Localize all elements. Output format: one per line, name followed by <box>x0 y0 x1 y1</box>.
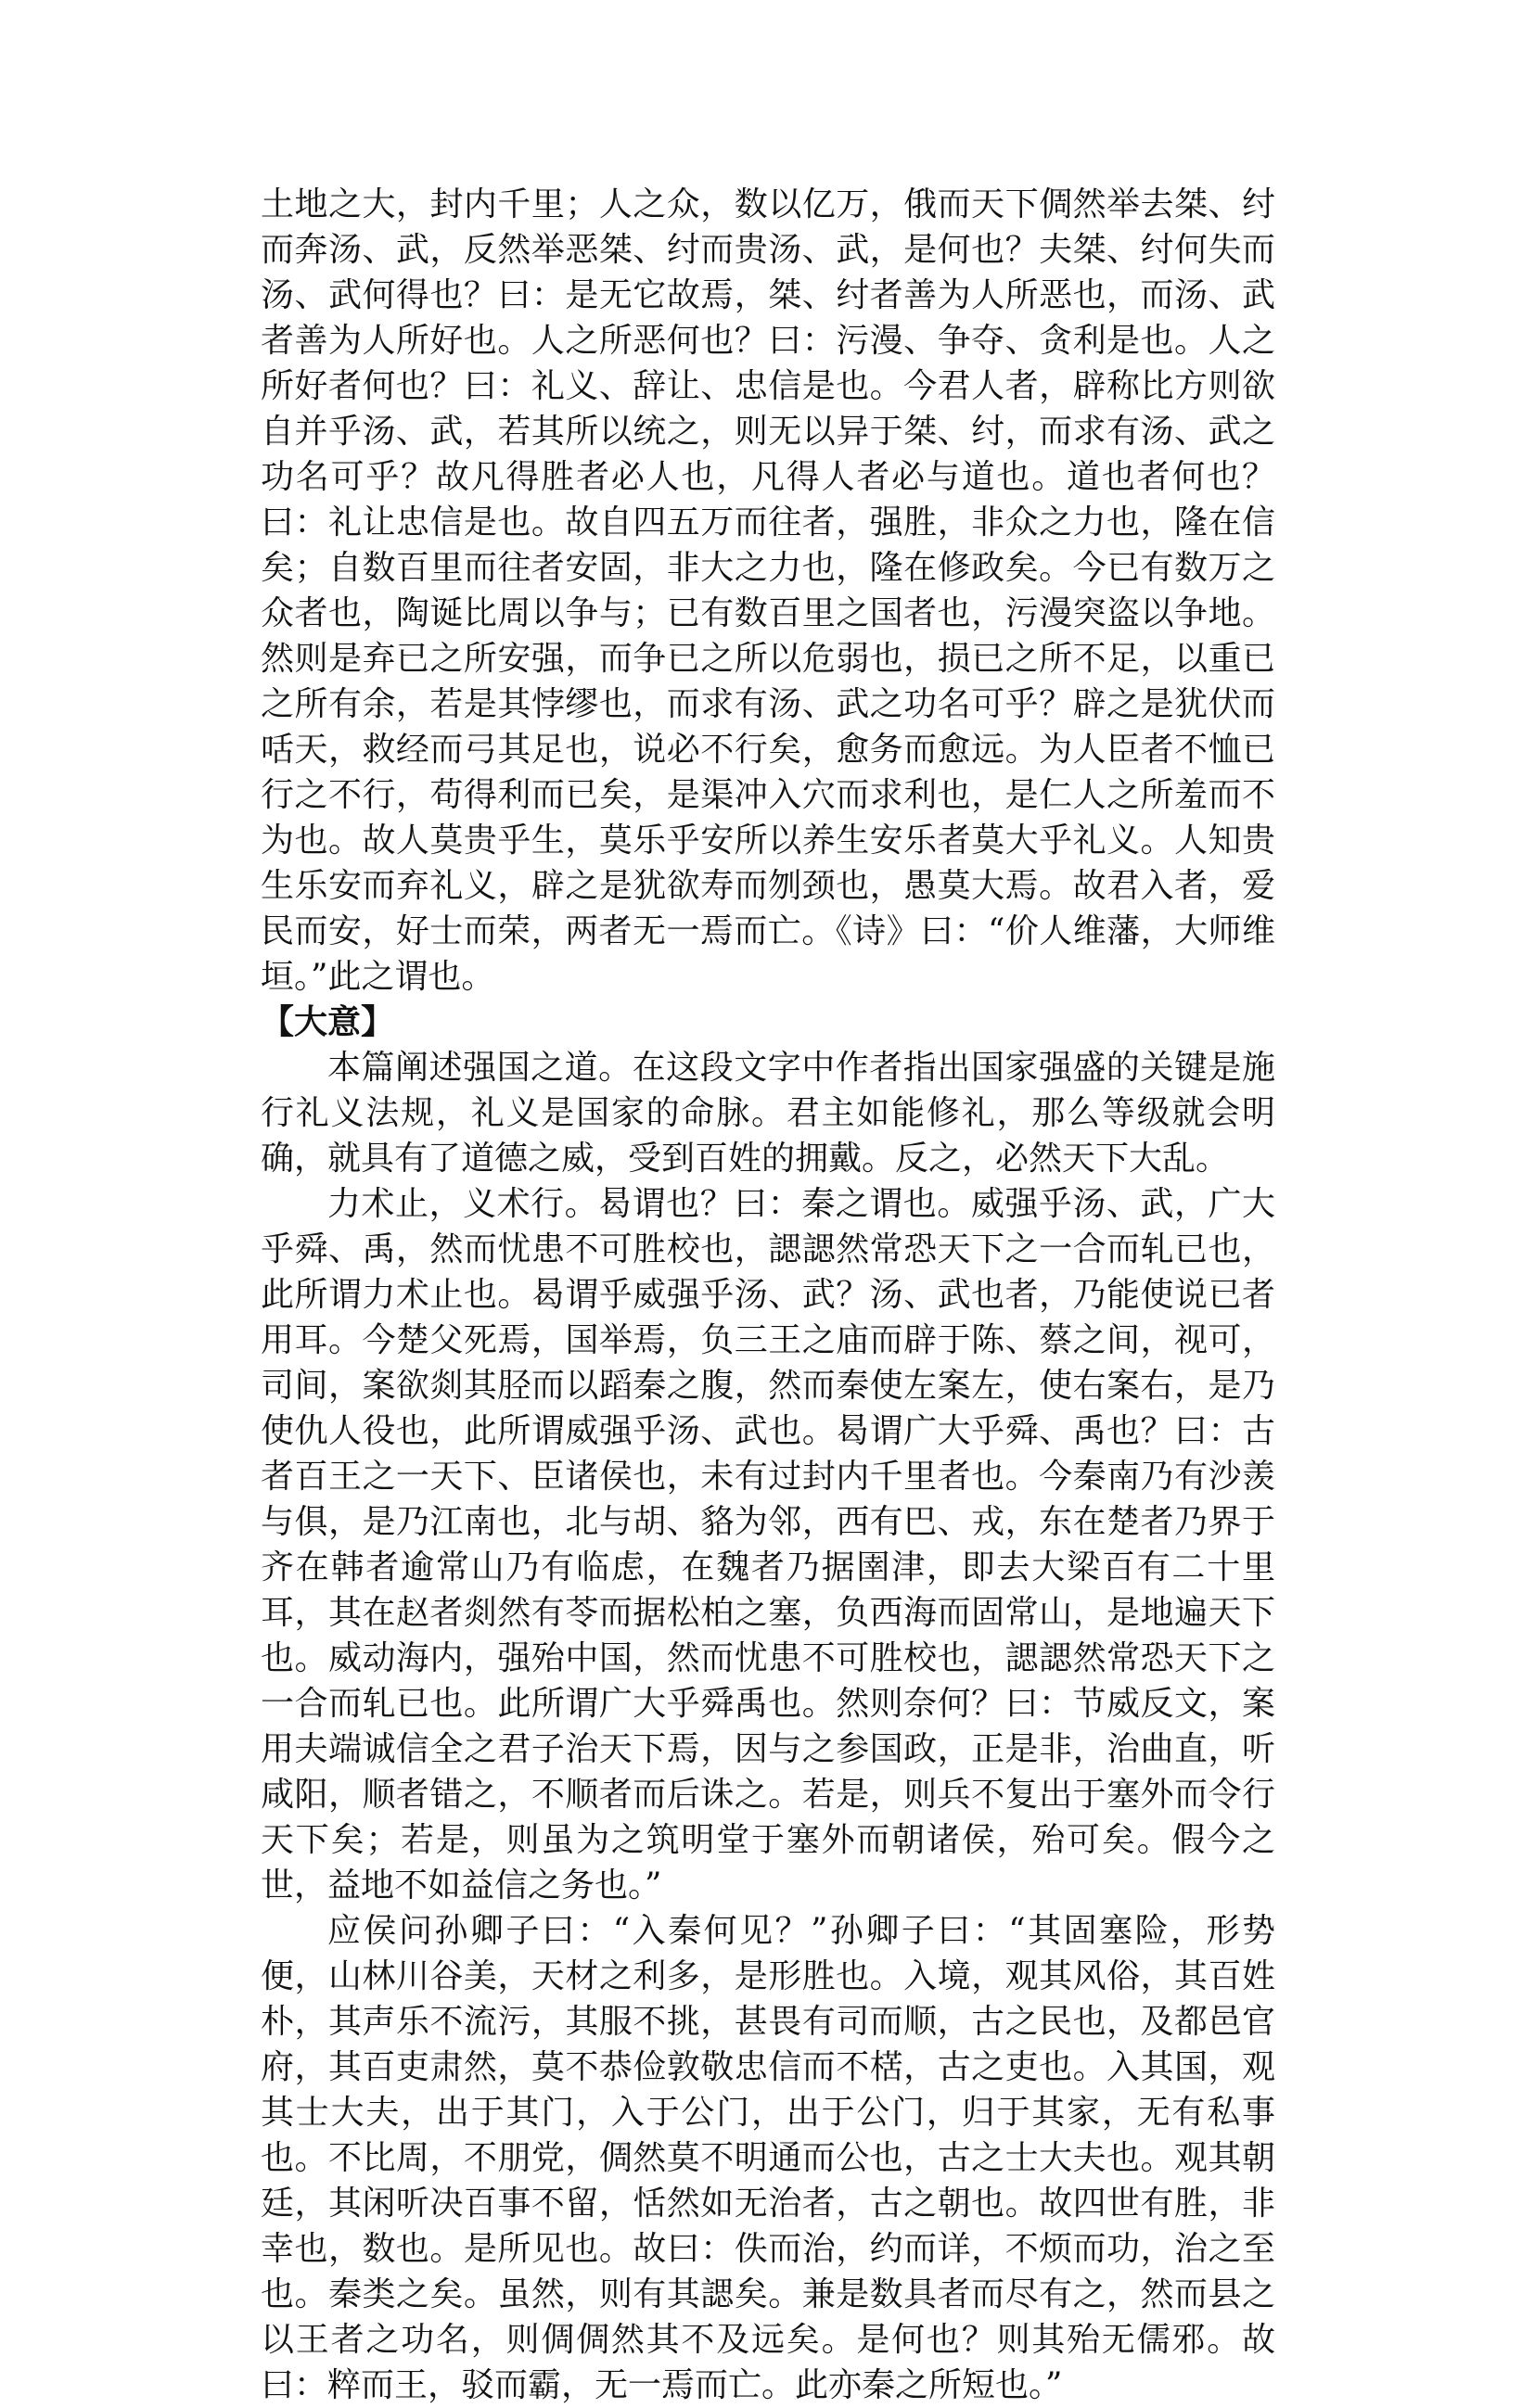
paragraph-li-shu-zhi: 力术止，义术行。曷谓也？曰：秦之谓也。威强乎汤、武，广大乎舜、禹，然而忧患不可胜校也，諰諰然常恐天下之一合而轧已也，此所谓力术止也。曷谓乎威强乎汤、武？汤、武也者，乃能使说已者用耳。今楚父死焉，国举焉，负三王之庙而辟于陈、蔡之间，视可，司间，案欲剡其胫而以蹈秦之腹，然而秦使左案左，使右案右，是乃使仇人役也，此所谓威强乎汤、武也。曷谓广大乎舜、禹也？曰：古者百王之一天下、臣诸侯也，未有过封内千里者也。今秦南乃有沙羡与俱，是乃江南也，北与胡、貉为邻，西有巴、戎，东在楚者乃界于齐在韩者逾常山乃有临虑，在魏者乃据圉津，即去大梁百有二十里耳，其在赵者剡然有苓而据松柏之塞，负西海而固常山，是地遍天下也。威动海内，强殆中国，然而忧患不可胜校也，諰諰然常恐天下之一合而轧已也。此所谓广大乎舜禹也。然则奈何？曰：节威反文，案用夫端诚信全之君子治天下焉，因与之参国政，正是非，治曲直，听咸阳，顺者错之，不顺者而后诛之。若是，则兵不复出于塞外而令行天下矣；若是，则虽为之筑明堂于塞外而朝诸侯，殆可矣。假今之世，益地不如益信之务也。” <box>261 1185 1275 1905</box>
paragraph-ying-hou-wen: 应侯问孙卿子曰：“入秦何见？”孙卿子曰：“其固塞险，形势便，山林川谷美，天材之利多，是形胜也。入境，观其风俗，其百姓朴，其声乐不流污，其服不挑，甚畏有司而顺，古之民也，及都邑官府，其百吏肃然，莫不恭俭敦敬忠信而不楛，古之吏也。入其国，观其士大夫，出于其门，入于公门，出于公门，归于其家，无有私事也。不比周，不朋党，倜然莫不明通而公也，古之士大夫也。观其朝廷，其闲听决百事不留，恬然如无治者，古之朝也。故四世有胜，非幸也，数也。是所见也。故曰：佚而治，约而详，不烦而功，治之至也。秦类之矣。虽然，则有其諰矣。兼是数具者而尽有之，然而县之以王者之功名，则倜倜然其不及远矣。是何也？则其殆无儒邪。故曰：粹而王，驳而霸，无一焉而亡。此亦秦之所短也。” <box>261 1912 1275 2404</box>
section-heading-da-yi: 【大意】 <box>261 1003 395 1041</box>
paragraph-qiang-guo-conclusion: 土地之大，封内千里；人之众，数以亿万，俄而天下倜然举去桀、纣而奔汤、武，反然举恶桀、纣而贵汤、武，是何也？夫桀、纣何失而汤、武何得也？曰：是无它故焉，桀、纣者善为人所恶也，而汤、武者善为人所好也。人之所恶何也？曰：污漫、争夺、贪利是也。人之所好者何也？曰：礼义、辞让、忠信是也。今君人者，辟称比方则欲自并乎汤、武，若其所以统之，则无以异于桀、纣，而求有汤、武之功名可乎？故凡得胜者必人也，凡得人者必与道也。道也者何也？曰：礼让忠信是也。故自四五万而往者，强胜，非众之力也，隆在信矣；自数百里而往者安固，非大之力也，隆在修政矣。今已有数万之众者也，陶诞比周以争与；已有数百里之国者也，污漫突盗以争地。然则是弃已之所安强，而争已之所以危弱也，损已之所不足，以重已之所有余，若是其悖缪也，而求有汤、武之功名可乎？辟之是犹伏而咶天，救经而弓其足也，说必不行矣，愈务而愈远。为人臣者不恤已行之不行，苟得利而已矣，是渠冲入穴而求利也，是仁人之所羞而不为也。故人莫贵乎生，莫乐乎安所以养生安乐者莫大乎礼义。人知贵生乐安而弃礼义，辟之是犹欲寿而刎颈也，愚莫大焉。故君入者，爱民而安，好士而荣，两者无一焉而亡。《诗》曰：“价人维藩，大师维垣。”此之谓也。 <box>261 185 1275 996</box>
document-page <box>261 182 1275 2408</box>
paragraph-da-yi-summary: 本篇阐述强国之道。在这段文字中作者指出国家强盛的关键是施行礼义法规，礼义是国家的命脉。君主如能修礼，那么等级就会明确，就具有了道德之威，受到百姓的拥戴。反之，必然天下大乱。 <box>261 1049 1275 1178</box>
